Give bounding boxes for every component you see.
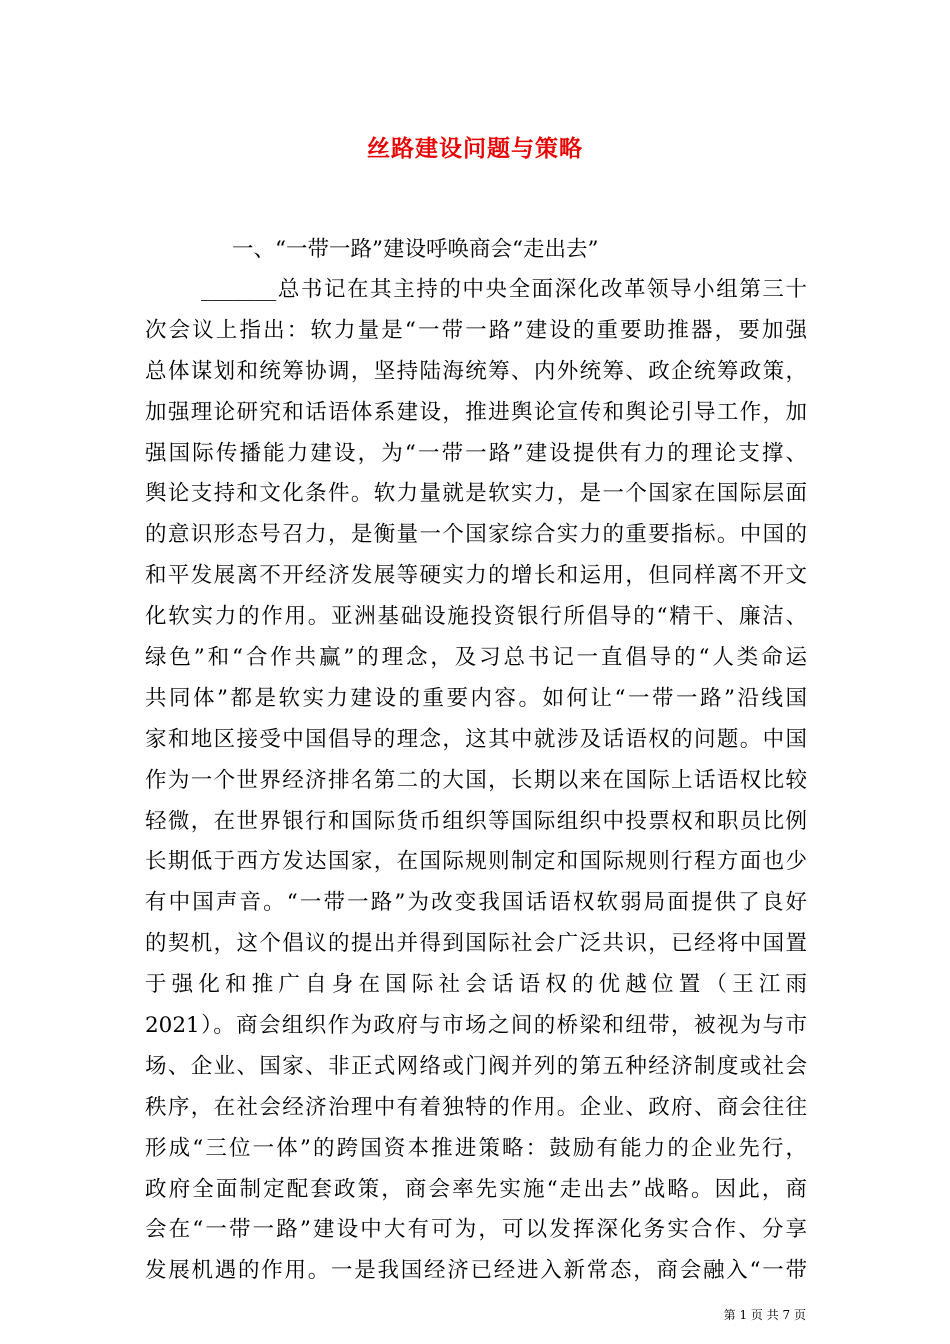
paragraph-line: 家和地区接受中国倡导的理念，这其中就涉及话语权的问题。中国: [145, 726, 807, 752]
paragraph-line: 形成“三位一体”的跨国资本推进策略：鼓励有能力的企业先行，: [145, 1135, 807, 1161]
paragraph-line: 和平发展离不开经济发展等硬实力的增长和运用，但同样离不开文: [145, 563, 807, 589]
paragraph-line: 2021）。商会组织作为政府与市场之间的桥梁和纽带，被视为与市: [145, 1013, 807, 1039]
paragraph-line: 作为一个世界经济排名第二的大国，长期以来在国际上话语权比较: [145, 767, 807, 793]
paragraph-line: 秩序，在社会经济治理中有着独特的作用。企业、政府、商会往往: [145, 1094, 807, 1120]
paragraph-line: 共同体”都是软实力建设的重要内容。如何让“一带一路”沿线国: [145, 685, 807, 711]
paragraph-line: 绿色”和“合作共赢”的理念，及习总书记一直倡导的“人类命运: [145, 645, 807, 671]
section-heading: 一、“一带一路”建设呼唤商会“走出去”: [232, 237, 599, 262]
paragraph-line: 会在“一带一路”建设中大有可为，可以发挥深化务实合作、分享: [145, 1217, 807, 1243]
paragraph-line: 强国际传播能力建设，为“一带一路”建设提供有力的理论支撑、: [145, 440, 807, 466]
page-number: 第 1 页 共 7 页: [723, 1308, 806, 1322]
paragraph-line: 的意识形态号召力，是衡量一个国家综合实力的重要指标。中国的: [145, 522, 807, 548]
paragraph-line: 轻微，在世界银行和国际货币组织等国际组织中投票权和职员比例: [145, 808, 807, 834]
paragraph-line: 的契机，这个倡议的提出并得到国际社会广泛共识，已经将中国置: [145, 931, 807, 957]
paragraph-line: 场、企业、国家、非正式网络或门阀并列的第五种经济制度或社会: [145, 1053, 807, 1079]
document-body: [145, 230, 807, 1292]
paragraph-line: 加强理论研究和话语体系建设，推进舆论宣传和舆论引导工作，加: [145, 399, 807, 425]
paragraph-line: 于强化和推广自身在国际社会话语权的优越位置（王江雨: [145, 972, 807, 998]
paragraph-line: 政府全面制定配套政策，商会率先实施“走出去”战略。因此，商: [145, 1176, 807, 1202]
paragraph-line: 舆论支持和文化条件。软力量就是软实力，是一个国家在国际层面: [145, 481, 807, 507]
paragraph: [145, 270, 807, 1292]
paragraph-line: 化软实力的作用。亚洲基础设施投资银行所倡导的“精干、廉洁、: [145, 604, 807, 630]
paragraph-line: _______总书记在其主持的中央全面深化改革领导小组第三十: [201, 277, 807, 302]
paragraph-line: 有中国声音。“一带一路”为改变我国话语权软弱局面提供了良好: [145, 890, 807, 916]
paragraph-line: 发展机遇的作用。一是我国经济已经进入新常态，商会融入“一带: [145, 1258, 807, 1284]
document-title: 丝路建设问题与策略: [367, 135, 583, 162]
paragraph-line: 次会议上指出：软力量是“一带一路”建设的重要助推器，要加强: [145, 317, 807, 343]
paragraph-line: 总体谋划和统筹协调，坚持陆海统筹、内外统筹、政企统筹政策，: [145, 358, 807, 384]
paragraph-line: 长期低于西方发达国家，在国际规则制定和国际规则行程方面也少: [145, 849, 807, 875]
